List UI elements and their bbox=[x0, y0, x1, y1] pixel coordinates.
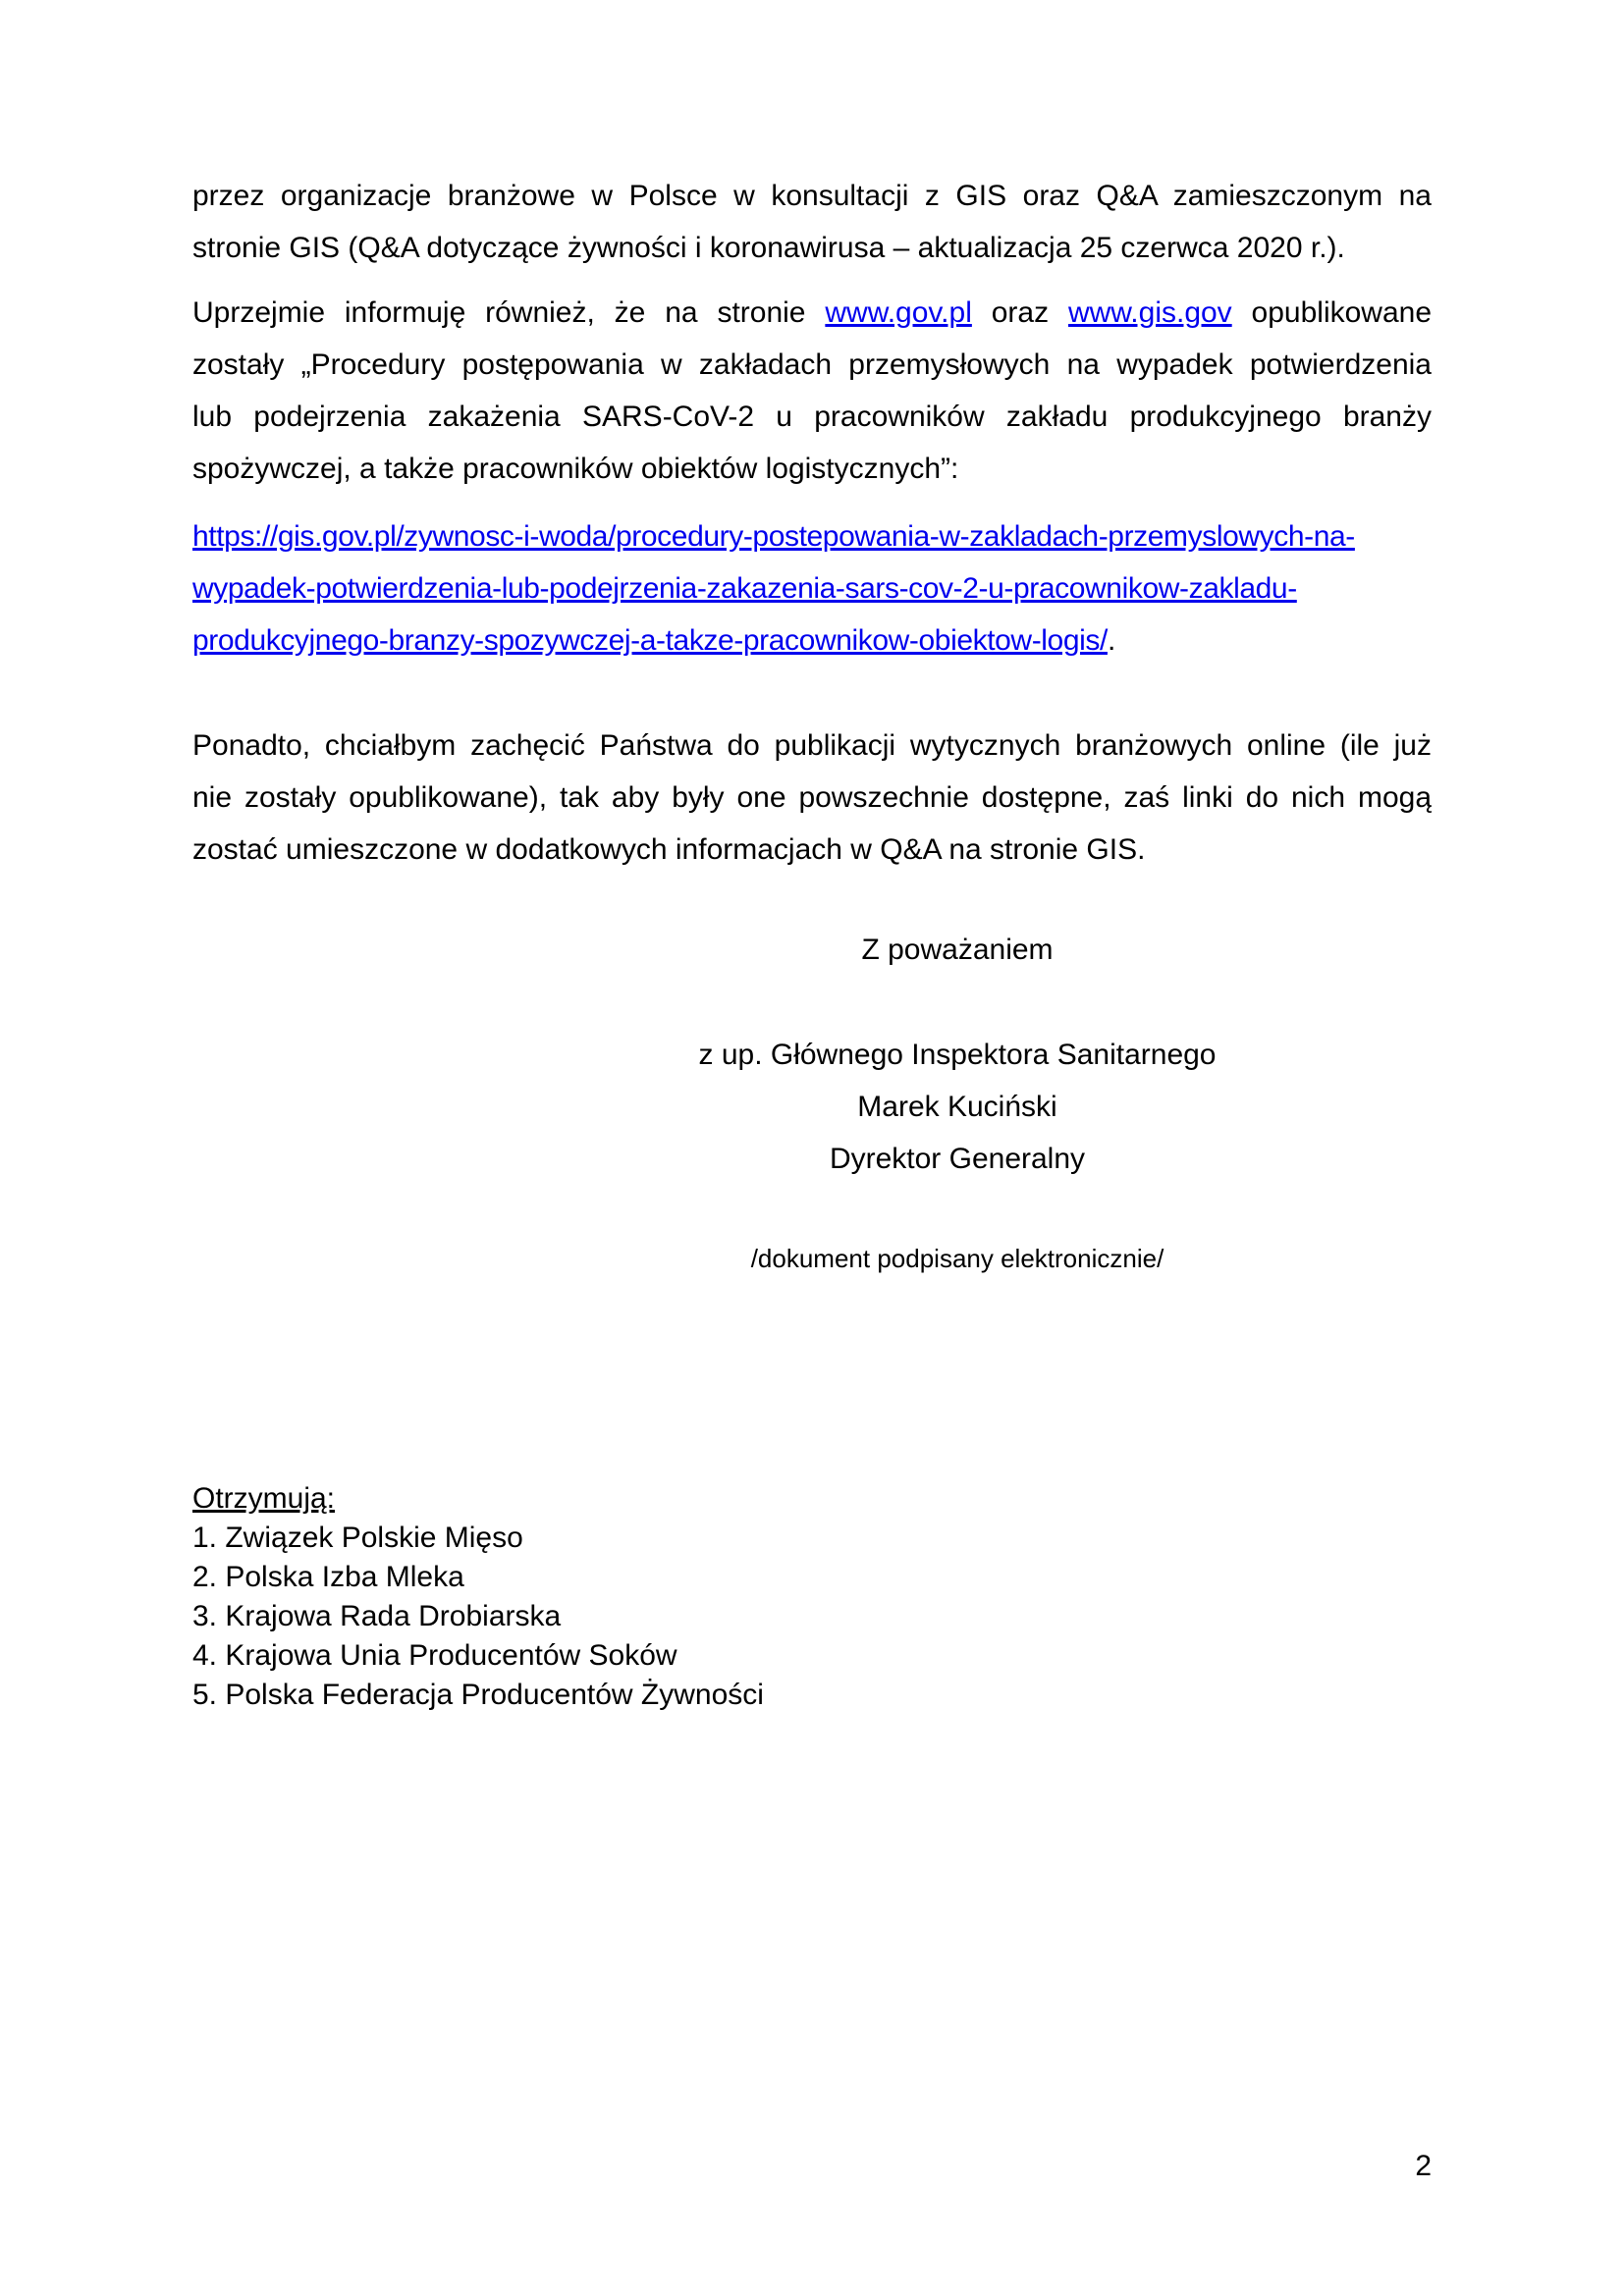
signer-title: Dyrektor Generalny bbox=[829, 1143, 1086, 1175]
paragraph-3-line-1: Ponadto, chciałbym zachęcić Państwa do publikacji wytycznych branżowych online (ile już bbox=[192, 729, 1432, 762]
paragraph-1 bbox=[192, 170, 1432, 274]
signature-on-behalf: z up. Głównego Inspektora Sanitarnego bbox=[698, 1039, 1217, 1071]
paragraph-1-line-1: przez organizacje branżowe w Polsce w konsultacji z GIS oraz Q&A zamieszczonym na bbox=[192, 180, 1432, 212]
link-gov-pl[interactable]: www.gov.pl bbox=[825, 296, 972, 329]
distribution-item-3: 3. Krajowa Rada Drobiarska bbox=[192, 1600, 562, 1632]
paragraph-2-line-4: spożywczej, a także pracowników obiektów logistycznych”: bbox=[192, 453, 959, 485]
distribution-heading: Otrzymują: bbox=[192, 1482, 336, 1515]
signer-name: Marek Kuciński bbox=[857, 1091, 1057, 1123]
valediction: Z poważaniem bbox=[861, 934, 1054, 966]
signature-block bbox=[338, 1029, 1577, 1185]
distribution-item-1: 1. Związek Polskie Mięso bbox=[192, 1522, 523, 1554]
gis-procedures-link-part-3[interactable]: produkcyjnego-branzy-spozywczej-a-takze-pracownikow-obiektow-logis/ bbox=[192, 624, 1108, 657]
paragraph-2-line-3: lub podejrzenia zakażenia SARS-CoV-2 u pracowników zakładu produkcyjnego branży bbox=[192, 400, 1432, 433]
page-number: 2 bbox=[1415, 2150, 1432, 2182]
link-gis-gov[interactable]: www.gis.gov bbox=[1067, 296, 1232, 329]
url-line-1 bbox=[192, 510, 1432, 562]
text-segment: oraz bbox=[971, 296, 1068, 329]
paragraph-2 bbox=[192, 287, 1432, 495]
distribution-item-5: 5. Polska Federacja Producentów Żywności bbox=[192, 1679, 764, 1711]
distribution-list bbox=[192, 1479, 1432, 1715]
distribution-item-2: 2. Polska Izba Mleka bbox=[192, 1561, 464, 1593]
paragraph-3-line-3: zostać umieszczone w dodatkowych informacjach w Q&A na stronie GIS. bbox=[192, 833, 1146, 866]
sentence-period: . bbox=[1107, 624, 1115, 657]
paragraph-3-line-2: nie zostały opublikowane), tak aby były one powszechnie dostępne, zaś linki do nich mogą bbox=[192, 781, 1432, 814]
electronic-signature-note: /dokument podpisany elektronicznie/ bbox=[750, 1244, 1164, 1273]
paragraph-1-line-2: stronie GIS (Q&A dotyczące żywności i koronawirusa – aktualizacja 25 czerwca 2020 r.). bbox=[192, 232, 1345, 264]
paragraph-2-line-1 bbox=[192, 287, 1432, 339]
paragraph-3 bbox=[192, 720, 1432, 876]
text-segment: opublikowane bbox=[1231, 296, 1433, 329]
url-paragraph bbox=[192, 510, 1432, 667]
url-line-3 bbox=[192, 614, 1432, 667]
gis-procedures-link-part-1[interactable]: https://gis.gov.pl/zywnosc-i-woda/procedury-postepowania-w-zakladach-przemyslowych-na- bbox=[192, 520, 1355, 553]
url-line-2 bbox=[192, 562, 1432, 614]
distribution-item-4: 4. Krajowa Unia Producentów Soków bbox=[192, 1639, 677, 1672]
text-segment: Uprzejmie informuję również, że na stronie bbox=[192, 296, 826, 329]
paragraph-2-line-2: zostały „Procedury postępowania w zakładach przemysłowych na wypadek potwierdzenia bbox=[192, 348, 1432, 381]
gis-procedures-link-part-2[interactable]: wypadek-potwierdzenia-lub-podejrzenia-zakazenia-sars-cov-2-u-pracownikow-zakladu- bbox=[192, 572, 1297, 605]
